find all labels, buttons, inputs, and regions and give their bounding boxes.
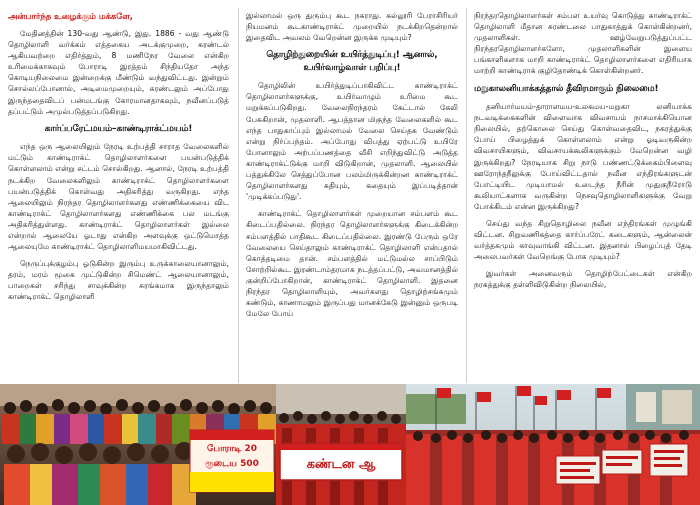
protest-photo-right — [406, 384, 700, 505]
paragraph: இவர்கள் அனைவரும் தொழிற்பேட்டைகள் என்கிற நரகத்துக்கு தள்ளிவிடுகின்ற நிலையில், — [474, 269, 692, 290]
paragraph: எந்த ஒரு ஆலையிலும் நேரடி உற்பத்தி சாராத வேலைகளில் மட்டும் காண்டிராக்ட் தொழிலாளர்களை பயன்படுத்திக் கொள்ளலாம் என்று சட்டம் சொல்கிறது. ஆனால், நேரடி உற்பத்தி நடக்கிற வேலைகளிலும் காண்டிராக்ட் தொழிலாளர்களை பயன்படுத்திக் கொள்வது அதிகரித்து வருகிறது. எந்த ஆலையிலும் நிரந்தர தொழிலாளர்களது எண்ணிக்கையை விட காண்டிராக்ட் தொழிலாளர்களது எண்ணிக்கை பல மடங்கு அதிகரித்துள்ளது. காண்டிராக்ட் தொழிலாளர்கள் இல்லை என்றால் ஆலையே ஓடாது என்கிற அளவுக்கு ஒட்டுமொத்த ஆலையுமே காண்டிராக்ட் தொழிலாளிமயமாகிவிட்டது. — [8, 142, 229, 252]
paragraph: நிரந்தரதொழிலாளர்கள் சம்பள உயர்வு கொடுத்து காண்டிராக்ட் தொழிலாளி மீதான சுரண்டலை பாதுகாத்துக் கொள்கின்றனர், முதலாளிகள். ஊழ்வேறுபடுத்துப்பட்ட நிரந்தரதொழிலாளர்களோ, முதலாளிகளின் இளைய பங்காளிகளாக மாறி காண்டிராக்ட் தொழிலாளர்களை எதிரியாக மாற்றி காண்டிராக் குழிதோண்டிக் கொள்கின்றனர். — [474, 11, 692, 76]
section-heading: கார்ப்பரேட்மயம்–காண்டிராக்ட்மயம்! — [44, 123, 193, 134]
paragraph: தனியார்மயம்-தாராளமய-உலகமய-மறுகா லனியாக்க நடவடிக்கைகளின் விளைவாக விவசாயம் நாசமாக்கியொன நிலையில், தற்கொலை செய்து கொள்வதைவிட, நகரத்துக்கு போய் பிழைத்துக் கொள்ளலாம் என்று ஓடிவருகின்ற விவசாயிகளும், விவசாயக்கூலிகளுக்கும் வேறென்ன வழி இருக்கிறது? நேரடியாக சிறு நாடு பண்ணட்டுக்கைம்பிளைவு ஊரோந்தநீலுக்கு போய்விட்டதால் நவீன எந்திரங்களுடன் போட்டியிட முடியாமல் உடைந்த நீரின் முதுகுநீரோடு கூலியாட்களாக வருகின்ற நெசவுதொழிலாளிகளுக்கு வேறு போக்கிடம் என்ன இருக்கிறது? — [474, 102, 692, 211]
column-divider-1 — [238, 8, 239, 383]
column-divider-2 — [466, 8, 467, 383]
paragraph: காண்டிராக்ட் தொழிலாளர்கள் முறையான சம்பளம் கூட கிடைப்பதில்லை. நிரந்தர தொழிலாளர்களுக்கு கிடைக்கின்ற சம்பளத்தில் பாதிகூட கிடைப்பதில்லை. இரண்டு பேரும் ஒரே வேலையை செய்தாலும் காண்டிராக்ட் தொழிலாளி என்பதால் கொத்தடிமை தான். சம்பளத்தில் மட்டுமல்ல சாப்பிடும் சோற்றில்கூட இரண்டாம்தரமாக நடத்தப்பட்டு, அவமானத்தில் குன்றிப்போகிறான், காண்டிராக்ட் தொழிலாளி. இதனை நிரந்தர தொழிலாளியும், அவர்களது தொழிற்சங்கமும் கண்டும், காணாமலும் இருப்பது மானக்கேடு இன்னும் ஒருபடி மேலே போய் — [246, 209, 458, 319]
section-heading: தொழிற்துறையின் உயிர்த்துடிப்பு! ஆனால், உயிர்வாழ்வாள் பறிப்பு! — [266, 50, 438, 73]
protest-banner-middle: கண்டன ஆ — [306, 457, 376, 472]
protest-photo-left — [0, 384, 276, 505]
right-column — [474, 10, 692, 291]
middle-column — [246, 10, 458, 319]
paragraph: செய்து வந்த சிறுதொழிலை நவீன எந்திரங்கள் முழுங்கி விட்டன. சிறுவணிகத்தை கார்ப்பரேட் கடைகளும், ஆன்லைன் வர்த்தகமும் காவுவாங்கி விட்டன. இதனால் பிழைப்புத் தேடி அலைபவர்கள் வேறெங்கு போக முடியும்? — [474, 219, 692, 262]
photo-band — [0, 384, 700, 505]
paragraph: மேதினத்தின் 130-வது ஆண்டு, இது. 1886 - வது ஆண்டு தொழிலாளி வர்க்கம் எத்தகைய அடக்குமுறை, சுரண்டல் ஆகியவற்றை எதிர்த்தும், 8 மணிநேர வேலை என்கிற உரிமைக்காகவும் போராடி இரத்தம் சிந்தியதோ அந்த கொடியநிலைமை இன்றைக்கு மீண்டும் வந்துவிட்டது. இன்றும் சொல்லப்போனால், அடிமைமுறையும், சுரண்டலும் அப்போது இருந்ததைவிடப் பன்மடங்கு கோரமானதாகவும், நவீனப்படுத் தப்பட்டும் அமுல்படுத்தப்படுகிறது. — [8, 29, 229, 116]
section-heading: மறுகாலனியாக்கத்தால் தீவிரமாகும் நிலைமை! — [474, 83, 659, 94]
procession-image — [276, 384, 406, 505]
greeting-heading: அன்பார்ந்த உழைக்கும் மக்களே, — [8, 11, 133, 21]
protest-photo-middle — [276, 384, 406, 505]
rally-image — [406, 384, 700, 505]
paragraph: தொழிலின் உயிர்த்துடிப்பாகிவிட்ட காண்டிராக்ட் தொழிலாளர்களுக்கு, உயிர்வாழும் உரிமை கூட மறுக்கப்படுகிறது. வேலைநிரந்தரம் கேட்டால் கேலி பேசுகிறான், முதலாளி. ஆபத்தான மிகுந்த வேலைகளில் கூட எந்த பாதுகாப்பும் இல்லாமல் வேலை செய்தக வேண்டும் என்று நிர்ப்பந்தம். அப்போது விபத்து ஏற்பட்டு உயிரே போனாலும் அற்பப்பணத்தை வீசி எறிந்துவிட்டு அடுத்த காண்டிராக்ட்டுக்கு மாறி விடுகிறான், முதலாளி. ஆலையில் பத்துக்கிலே செத்துப்போன பலம்மிருக்கின்றன காண்டிராக்ட் தொழிலாளர்களது கதியும், கதையும் இப்படித்தான் 'முடிக்கப்படுது'. — [246, 81, 458, 202]
left-column — [8, 10, 229, 303]
protest-banner-left: போராடி 20 ரூடைய 500 — [205, 444, 259, 469]
paragraph: இல்லாமல் ஒரு துரும்பு கூட நகராது. கல்லூரி பேராசிரியர் நியமனம் கூடகாண்டிராக்ட் முறையில் நடக்கிறதென்றால் இதைவிட அவலம் வேறென்ன இருக்க முடியும்? — [246, 11, 458, 43]
paragraph: நெருப்புக்குழம்பு ஓடுகின்ற இரும்பு உருக்காலையானாலும், தரம், மரம் மூகை முட்டுகின்ற சிமெண்ட் ஆலையானாலும், பாறைகள் சரிந்து சாவுக்கின்ற சுரங்கமாக இருந்தாலும் காண்டிராக்ட் தொழிலாளி — [8, 259, 229, 302]
